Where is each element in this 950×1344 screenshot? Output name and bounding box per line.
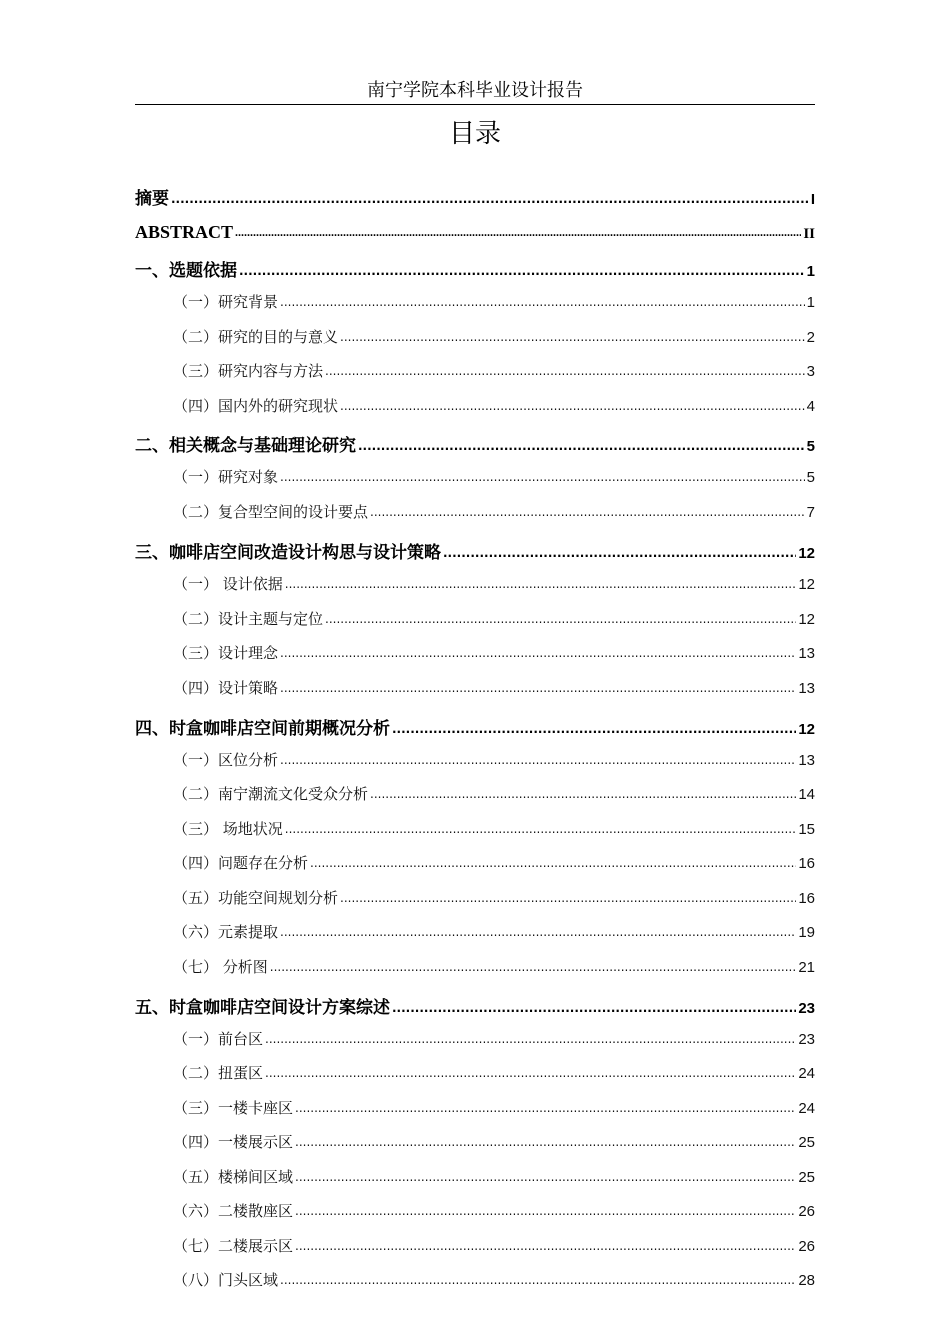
toc-section-entry[interactable]	[135, 642, 815, 666]
toc-section-entry[interactable]	[135, 466, 815, 490]
toc-entry-label: （四）一楼展示区	[173, 1133, 294, 1151]
toc-dot-leader	[295, 1201, 796, 1216]
toc-section-entry[interactable]	[135, 1131, 815, 1155]
toc-entry-label: ABSTRACT	[135, 222, 234, 242]
toc-page-number: 7	[806, 504, 815, 521]
toc-page-number: 23	[798, 1000, 815, 1017]
toc-dot-leader	[358, 434, 805, 451]
toc-section-entry[interactable]	[135, 852, 815, 876]
toc-page-number: 24	[798, 1100, 815, 1117]
toc-page-number: 12	[798, 576, 815, 593]
toc-page-number: 3	[806, 363, 815, 380]
toc-page-number: 16	[798, 855, 815, 872]
toc-entry-label: （三） 场地状况	[173, 820, 283, 838]
toc-dot-leader	[235, 220, 801, 238]
toc-chapter-entry[interactable]	[135, 714, 815, 738]
toc-dot-leader	[295, 1167, 796, 1182]
toc-dot-leader	[295, 1098, 796, 1113]
toc-dot-leader	[370, 502, 805, 517]
toc-section-entry[interactable]	[135, 1235, 815, 1259]
toc-entry-label: （六）二楼散座区	[173, 1202, 294, 1220]
toc-page-number: II	[803, 226, 815, 242]
toc-section-entry[interactable]	[135, 1028, 815, 1052]
toc-page-number: 13	[798, 680, 815, 697]
toc-entry-label: （一）研究对象	[173, 468, 279, 486]
toc-page-number: 13	[798, 645, 815, 662]
toc-entry-label: 三、咖啡店空间改造设计构思与设计策略	[135, 543, 441, 563]
toc-chapter-entry[interactable]	[135, 184, 815, 208]
toc-dot-leader	[171, 187, 809, 204]
toc-page-number: I	[810, 191, 815, 208]
toc-dot-leader	[280, 467, 805, 482]
toc-entry-label: （四）国内外的研究现状	[173, 397, 339, 415]
toc-entry-label: （二）复合型空间的设计要点	[173, 503, 369, 521]
toc-page-number: 25	[798, 1134, 815, 1151]
toc-dot-leader	[239, 259, 805, 276]
toc-section-entry[interactable]	[135, 818, 815, 842]
toc-dot-leader	[325, 609, 796, 624]
page-header: 南宁学院本科毕业设计报告	[367, 80, 583, 101]
toc-dot-leader	[310, 853, 796, 868]
toc-entry-label: （四）问题存在分析	[173, 854, 309, 872]
toc-dot-leader	[280, 643, 796, 658]
toc-section-entry[interactable]	[135, 1097, 815, 1121]
toc-section-entry[interactable]	[135, 956, 815, 980]
toc-section-entry[interactable]	[135, 783, 815, 807]
toc-dot-leader	[280, 922, 796, 937]
toc-section-entry[interactable]	[135, 291, 815, 315]
toc-section-entry[interactable]	[135, 608, 815, 632]
toc-page-number: 16	[798, 890, 815, 907]
toc-entry-label: 一、选题依据	[135, 261, 237, 281]
toc-dot-leader	[392, 996, 796, 1013]
toc-dot-leader	[285, 574, 797, 589]
toc-entry-label: （五）功能空间规划分析	[173, 889, 339, 907]
toc-page-number: 13	[798, 752, 815, 769]
toc-entry-label: （一）区位分析	[173, 751, 279, 769]
toc-page-number: 21	[798, 959, 815, 976]
toc-section-entry[interactable]	[135, 395, 815, 419]
page-title: 目录	[448, 119, 501, 149]
toc-entry-label: （六）元素提取	[173, 923, 279, 941]
toc-dot-leader	[270, 957, 797, 972]
toc-dot-leader	[325, 361, 805, 376]
toc-dot-leader	[340, 327, 805, 342]
toc-dot-leader	[370, 784, 796, 799]
toc-section-entry[interactable]	[135, 1166, 815, 1190]
toc-entry-label: （一）研究背景	[173, 293, 279, 311]
toc-section-entry[interactable]	[135, 1062, 815, 1086]
toc-dot-leader	[280, 1270, 796, 1285]
toc-section-entry[interactable]	[135, 677, 815, 701]
toc-entry-label: （一）前台区	[173, 1030, 264, 1048]
toc-dot-leader	[295, 1236, 796, 1251]
toc-page-number: 1	[806, 294, 815, 311]
toc-dot-leader	[340, 888, 796, 903]
toc-section-entry[interactable]	[135, 573, 815, 597]
toc-chapter-entry[interactable]	[135, 220, 815, 244]
toc-page-number: 12	[798, 611, 815, 628]
toc-page-number: 26	[798, 1238, 815, 1255]
toc-entry-label: （三）设计理念	[173, 644, 279, 662]
toc-page-number: 26	[798, 1203, 815, 1220]
toc-entry-label: （三）一楼卡座区	[173, 1099, 294, 1117]
toc-chapter-entry[interactable]	[135, 256, 815, 280]
toc-section-entry[interactable]	[135, 501, 815, 525]
toc-entry-label: （二）研究的目的与意义	[173, 328, 339, 346]
toc-chapter-entry[interactable]	[135, 993, 815, 1017]
toc-page-number: 12	[798, 545, 815, 562]
toc-section-entry[interactable]	[135, 749, 815, 773]
toc-section-entry[interactable]	[135, 360, 815, 384]
toc-page-number: 25	[798, 1169, 815, 1186]
toc-entry-label: （四）设计策略	[173, 679, 279, 697]
toc-entry-label: （二）南宁潮流文化受众分析	[173, 785, 369, 803]
toc-chapter-entry[interactable]	[135, 431, 815, 455]
toc-dot-leader	[392, 717, 796, 734]
toc-chapter-entry[interactable]	[135, 538, 815, 562]
toc-page-number: 28	[798, 1272, 815, 1289]
toc-entry-label: （三）研究内容与方法	[173, 362, 324, 380]
toc-entry-label: （二）设计主题与定位	[173, 610, 324, 628]
toc-page-number: 4	[806, 398, 815, 415]
toc-entry-label: （七） 分析图	[173, 958, 268, 976]
toc-entry-label: （一） 设计依据	[173, 575, 283, 593]
toc-entry-label: （二）扭蛋区	[173, 1064, 264, 1082]
toc-dot-leader	[295, 1132, 796, 1147]
toc-page-number: 24	[798, 1065, 815, 1082]
toc-entry-label: （八）门头区域	[173, 1271, 279, 1289]
toc-entry-label: 二、相关概念与基础理论研究	[135, 436, 356, 456]
toc-dot-leader	[340, 396, 805, 411]
toc-section-entry[interactable]	[135, 921, 815, 945]
toc-dot-leader	[443, 541, 796, 558]
toc-section-entry[interactable]	[135, 1269, 815, 1293]
toc-dot-leader	[280, 750, 796, 765]
toc-section-entry[interactable]	[135, 1200, 815, 1224]
toc-page-number: 1	[806, 263, 815, 280]
header-rule	[135, 104, 815, 105]
toc-page-number: 23	[798, 1031, 815, 1048]
toc-page-number: 5	[806, 438, 815, 455]
toc-dot-leader	[285, 819, 797, 834]
toc-entry-label: 摘要	[135, 189, 169, 209]
toc-dot-leader	[265, 1063, 796, 1078]
toc-entry-label: （七）二楼展示区	[173, 1237, 294, 1255]
toc-dot-leader	[280, 678, 796, 693]
toc-dot-leader	[280, 292, 805, 307]
toc-section-entry[interactable]	[135, 326, 815, 350]
toc-page-number: 19	[798, 924, 815, 941]
toc-dot-leader	[265, 1029, 796, 1044]
toc-entry-label: （五）楼梯间区域	[173, 1168, 294, 1186]
toc-page-number: 14	[798, 786, 815, 803]
toc-section-entry[interactable]	[135, 887, 815, 911]
toc-page-number: 2	[806, 329, 815, 346]
toc-page-number: 15	[798, 821, 815, 838]
toc-entry-label: 四、时盒咖啡店空间前期概况分析	[135, 719, 390, 739]
toc-page-number: 5	[806, 469, 815, 486]
toc-page-number: 12	[798, 721, 815, 738]
toc-entry-label: 五、时盒咖啡店空间设计方案综述	[135, 998, 390, 1018]
